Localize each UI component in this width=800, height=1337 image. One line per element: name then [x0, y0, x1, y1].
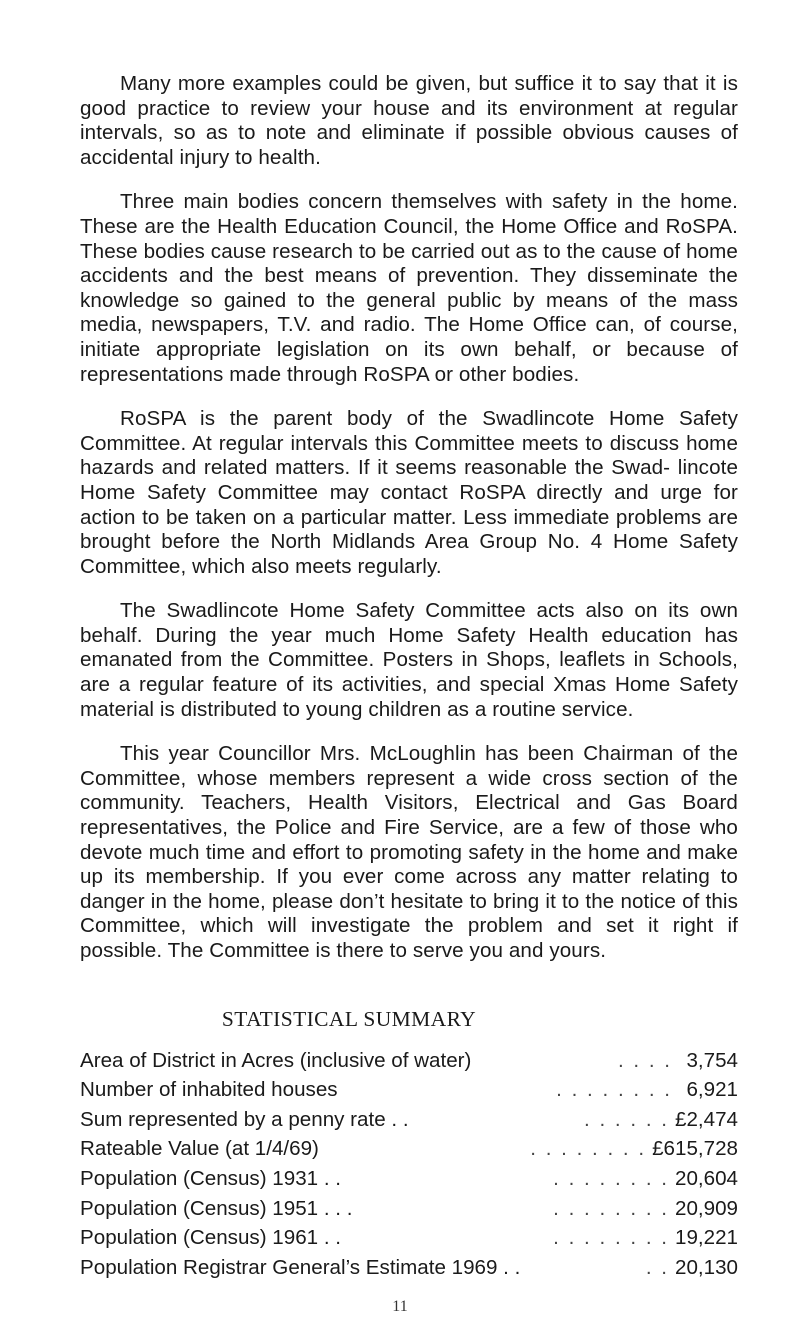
- leader-dots: . . . . . . . .: [553, 1166, 669, 1190]
- stat-label: Sum represented by a penny rate . .: [80, 1107, 409, 1131]
- stat-value: 3,754: [686, 1048, 738, 1072]
- document-page: [80, 72, 738, 1282]
- leader-dots: . .: [645, 1255, 669, 1279]
- stat-row-estimate-1969: [80, 1253, 738, 1283]
- stat-value: 20,130: [675, 1255, 738, 1279]
- leader-dots: . . . . . . . .: [553, 1226, 669, 1250]
- page-number: 11: [392, 1298, 408, 1315]
- paragraph-review-house: Many more examples could be given, but suffice it to say that it is good practice to review your house and its environment at regular intervals, so as to note and eliminate if possible obvious causes of accidental injury to health.: [80, 72, 738, 169]
- paragraph-main-bodies: Three main bodies concern themselves with safety in the home. These are the Health Education Council, the Home Office and RoSPA. These bodies cause research to be carried out as to the cause of home accidents and the best means of prevention. They disseminate the knowledge so gained to the general public by means of the mass media, newspapers, T.V. and radio. The Home Office can, of course, initiate appropriate legislation on its own behalf, or because of representations made through RoSPA or other bodies.: [80, 190, 738, 386]
- stat-value: 6,921: [686, 1078, 738, 1102]
- leader-dots: . . . . . .: [584, 1107, 669, 1131]
- stat-row-census-1931: [80, 1164, 738, 1194]
- leader-dots: . . . .: [617, 1048, 672, 1072]
- statistical-summary-list: [80, 1046, 738, 1283]
- stat-row-census-1951: [80, 1194, 738, 1224]
- stat-value: 20,909: [675, 1196, 738, 1220]
- leader-dots: . . . . . . . .: [553, 1196, 669, 1220]
- paragraph-committee-activities: The Swadlincote Home Safety Committee acts also on its own behalf. During the year much Home Safety Health education has emanated from the Committee. Posters in Shops, leaflets in Schools, are a regular feature of its activities, and special Xmas Home Safety material is distributed to young children as a routine service.: [80, 599, 738, 721]
- stat-label: Population (Census) 1951 . . .: [80, 1196, 353, 1220]
- stat-label: Number of inhabited houses: [80, 1078, 338, 1102]
- stat-label: Area of District in Acres (inclusive of water): [80, 1048, 472, 1072]
- stat-label: Population Registrar General’s Estimate 1969 . .: [80, 1255, 521, 1279]
- stat-row-penny-rate: [80, 1105, 738, 1135]
- stat-row-houses: [80, 1075, 738, 1105]
- stat-label: Rateable Value (at 1/4/69): [80, 1137, 319, 1161]
- paragraph-rospa-parent-body: RoSPA is the parent body of the Swadlincote Home Safety Committee. At regular intervals this Committee meets to discuss home hazards and related matters. If it seems reasonable the Swad- lincote Home Safety Committee may contact RoSPA directly and urge for action to be taken on a particular matter. Less immediate problems are brought before the North Midlands Area Group No. 4 Home Safety Committee, which also meets regularly.: [80, 407, 738, 578]
- stat-value: £615,728: [652, 1137, 738, 1161]
- stat-value: £2,474: [675, 1107, 738, 1131]
- stat-row-area: [80, 1046, 738, 1076]
- stat-value: 19,221: [675, 1226, 738, 1250]
- leader-dots: . . . . . . . .: [556, 1078, 672, 1102]
- stat-row-rateable-value: [80, 1134, 738, 1164]
- leader-dots: . . . . . . . .: [530, 1137, 647, 1161]
- stat-label: Population (Census) 1961 . .: [80, 1226, 342, 1250]
- paragraph-chairman: This year Councillor Mrs. McLoughlin has been Chairman of the Committee, whose members represent a wide cross section of the community. Teachers, Health Visitors, Electrical and Gas Board representatives, the Police and Fire Service, are a few of those who devote much time and effort to promoting safety in the home and make up its membership. If you ever come across any matter relating to danger in the home, please don’t hesitate to bring it to the notice of this Committee, which will investigate the problem and set it right if possible. The Committee is there to serve you and yours.: [80, 742, 738, 962]
- statistical-summary-title: STATISTICAL SUMMARY: [221, 1006, 477, 1031]
- stat-value: 20,604: [675, 1166, 738, 1190]
- stat-row-census-1961: [80, 1223, 738, 1253]
- stat-label: Population (Census) 1931 . .: [80, 1166, 342, 1190]
